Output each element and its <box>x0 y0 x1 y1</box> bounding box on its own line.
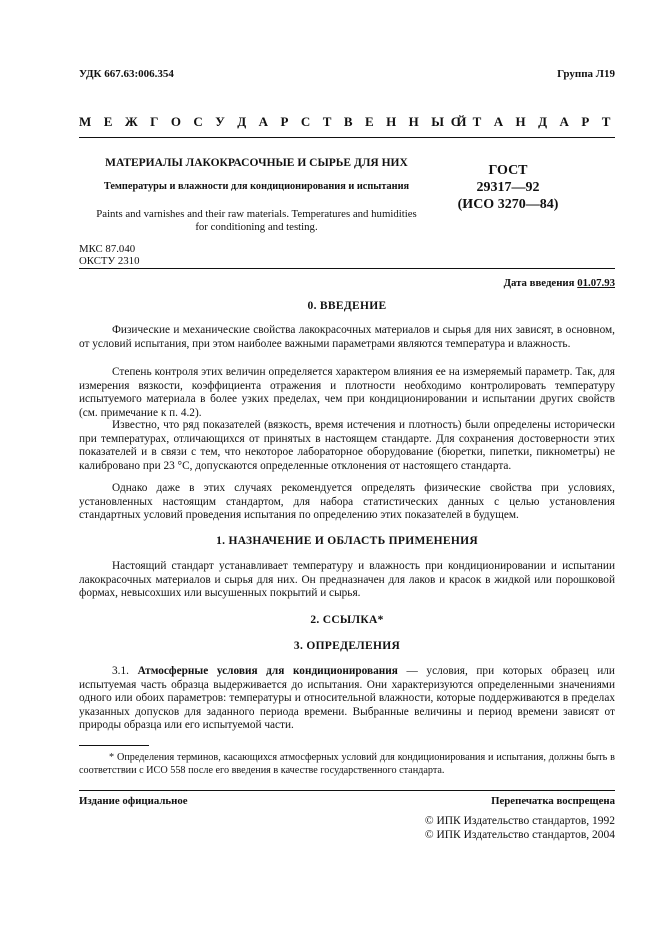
group-code: Группа Л19 <box>557 68 615 80</box>
banner-rule <box>79 137 615 138</box>
udk-code: УДК 667.63:006.354 <box>79 68 174 80</box>
section-heading-reference: 2. ССЫЛКА* <box>310 614 384 626</box>
english-title-line1: Paints and varnishes and their raw materials. Temperatures and humidities <box>96 208 417 220</box>
mks-code: МКС 87.040 <box>79 243 136 255</box>
copyright-1992: © ИПК Издательство стандартов, 1992 <box>424 815 615 827</box>
reprint-prohibited: Перепечатка воспрещена <box>491 795 615 807</box>
paragraph: Однако даже в этих случаях рекомендуется определять физические свойства при условиях, установленных настоящим стандартом, для набора статистических данных с целью установления стандартных условий проведения испытания по определению этих показателей в будущем. <box>79 482 615 522</box>
banner-standard: С Т А Н Д А Р Т <box>450 114 615 129</box>
section-heading-definitions: 3. ОПРЕДЕЛЕНИЯ <box>293 640 401 652</box>
effective-date <box>504 277 615 289</box>
english-title-line2: for conditioning and testing. <box>195 221 318 233</box>
definition-text: — условия, при которых образец или испытуемая часть образца выдерживается до испытания. Они характеризуются определенными значениями одного или обоих параметров: температуры и относительной влажности, которые поддерживаются в пределах указанных допусков для заданного периода времени. Выбранные величины и период времени зависят от природы образца или его испытуемой части. <box>79 665 615 732</box>
section-heading-introduction: 0. ВВЕДЕНИЕ <box>307 300 387 312</box>
footnote: * Определения терминов, касающихся атмосферных условий для кондиционирования и испытания, должны быть в соответствии с ИСО 558 после его введения в качестве государственного стандарта. <box>79 752 615 776</box>
clause-number: 3.1. <box>112 665 129 677</box>
effective-date-label: Дата введения <box>503 277 575 289</box>
official-edition: Издание официальное <box>79 795 188 807</box>
iso-number: (ИСО 3270—84) <box>457 197 559 212</box>
banner-interstate: М Е Ж Г О С У Д А Р С Т В Е Н Н Ы Й <box>79 114 472 129</box>
footnote-separator <box>79 745 149 746</box>
defined-term: Атмосферные условия для кондиционирования <box>137 665 398 677</box>
paragraph: Степень контроля этих величин определяется характером влияния ее на измеряемый параметр. Так, для измерения вязкости, коэффициента отражения и плотности необходимо контролировать температуру испытуемого материала в более узких пределах, чем при кондиционировании и испытании других свойств (см. примечание к п. 4.2). <box>79 366 615 419</box>
paragraph: Известно, что ряд показателей (вязкость, время истечения и плотность) были определены исторически при температурах, отличающихся от принятых в настоящем стандарте. Для сохранения достоверности этих показателей и в связи с тем, что некоторое лабораторное оборудование (бюретки, пипетки, пикнометры) не калибровано при 23 °С, допускаются определенные отклонения от настоящего стандарта. <box>79 419 615 472</box>
gost-label: ГОСТ <box>488 163 528 178</box>
title-block-rule <box>79 268 615 269</box>
footer-rule <box>79 790 615 791</box>
document-subtitle: Температуры и влажности для кондиционирования и испытания <box>103 181 410 192</box>
paragraph: Физические и механические свойства лакокрасочных материалов и сырья для них зависят, в основном, от условий испытания, при этом наиболее важными параметрами являются температура и влажность. <box>79 324 615 350</box>
definition-paragraph <box>79 665 615 733</box>
paragraph: Настоящий стандарт устанавливает температуру и влажность при кондиционировании и испытании лакокрасочных материалов и сырья для них. Он предназначен для лаков и красок в жидкой или порошковой формах, невысохших или высушенных покрытий и сырья. <box>79 560 615 600</box>
effective-date-value: 01.07.93 <box>577 277 615 289</box>
copyright-2004: © ИПК Издательство стандартов, 2004 <box>424 829 615 841</box>
gost-number: 29317—92 <box>476 180 540 195</box>
document-title: МАТЕРИАЛЫ ЛАКОКРАСОЧНЫЕ И СЫРЬЕ ДЛЯ НИХ <box>105 157 408 169</box>
okstu-code: ОКСТУ 2310 <box>79 255 140 267</box>
section-heading-scope: 1. НАЗНАЧЕНИЕ И ОБЛАСТЬ ПРИМЕНЕНИЯ <box>216 535 478 547</box>
